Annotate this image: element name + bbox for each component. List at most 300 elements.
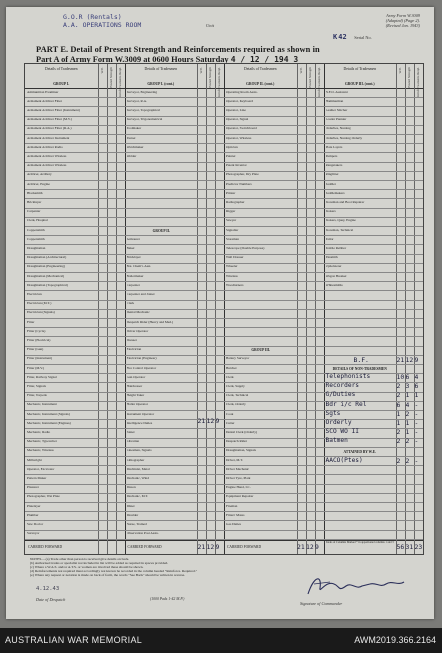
despatch-date-pencil: 4.12.43	[36, 586, 60, 592]
row-divider	[324, 364, 424, 365]
row-divider	[224, 217, 324, 218]
trade-name: Ammunition Examiner	[27, 90, 59, 94]
trade-name: Storeman, Technical	[325, 228, 354, 232]
row-divider	[25, 539, 125, 540]
row-divider	[25, 272, 125, 273]
note-line: (e) Where any request or notation is made on back of form, the words "See Back" should be written in reverse.	[30, 573, 185, 578]
non-tradesman-values: 6	[396, 400, 401, 409]
trade-name: Hammerman	[325, 99, 344, 103]
row-divider	[125, 346, 225, 347]
trade-name: Driver, M.T.	[226, 458, 243, 462]
trade-name: Whitesmiths	[325, 283, 343, 287]
non-tradesman-values: 2	[396, 391, 401, 400]
number-column-header: W.E.	[298, 67, 303, 74]
column-header: Details of Tradesmen	[244, 67, 277, 71]
row-divider	[224, 300, 324, 301]
row-divider	[224, 152, 324, 153]
stamp-line-2: A.A. OPERATIONS ROOM	[63, 21, 142, 29]
trade-name: Artificer, Engine	[27, 182, 50, 186]
trade-name: Joiner	[126, 430, 135, 434]
trade-name: Plate Layers	[325, 145, 343, 149]
row-divider	[125, 318, 225, 319]
row-divider	[125, 189, 225, 190]
non-tradesman-values: 6	[414, 382, 419, 391]
unit-stamp	[63, 13, 141, 29]
row-divider	[324, 143, 424, 144]
row-divider	[125, 428, 225, 429]
row-divider	[324, 484, 424, 485]
row-divider	[224, 226, 324, 227]
row-divider	[25, 208, 125, 209]
bf-values: 21	[396, 356, 405, 364]
trade-name: Gun Operator	[126, 375, 146, 379]
row-divider	[25, 438, 125, 439]
row-divider	[224, 401, 324, 402]
row-divider	[25, 401, 125, 402]
row-divider	[125, 474, 225, 475]
bf-label: B.F.	[353, 356, 369, 364]
row-divider	[125, 217, 225, 218]
row-divider	[224, 244, 324, 245]
attained-values: 2	[405, 456, 410, 465]
trade-name: Carpenter and Joiner	[126, 292, 155, 296]
trade-name: Dental Mechanic	[126, 311, 150, 315]
trade-name: Fire Control Operator	[126, 366, 157, 370]
trade-name: Armament Artificer Instrument	[27, 136, 70, 140]
trade-name: Clerk	[226, 375, 234, 379]
trade-name: Photographer, Dry Plate	[226, 173, 259, 177]
row-divider	[125, 401, 225, 402]
group-ii-subtotal: 21	[197, 417, 206, 425]
title-line-2-text: Part A of Army Form W.3009 at 0600 Hours Saturday	[36, 55, 229, 64]
row-divider	[224, 116, 324, 117]
row-divider	[125, 116, 225, 117]
row-divider	[25, 336, 125, 337]
row-divider	[25, 419, 125, 420]
trade-name: Fitter (M.V.)	[27, 366, 45, 370]
trade-name: Cutter	[226, 421, 235, 425]
row-divider	[125, 364, 225, 365]
attained-values: 2	[396, 456, 401, 465]
attained-label: ATTAINED BY W.E.	[343, 449, 376, 454]
trade-name: Sawyer	[226, 219, 237, 223]
row-divider	[25, 254, 125, 255]
grand-total-label: Totals of Columns Marked * in apportioned columns 1 and 3	[325, 541, 394, 544]
row-divider	[224, 309, 324, 310]
trade-name: Watchmaker	[126, 145, 144, 149]
row-divider	[324, 346, 424, 347]
trade-name: Platelayer	[27, 504, 41, 508]
row-divider	[324, 198, 424, 199]
row-divider	[324, 134, 424, 135]
row-divider	[224, 539, 324, 540]
print-note: (1000 Pads 1-42 M.P.)	[150, 597, 185, 601]
non-tradesman-values: 3	[405, 382, 410, 391]
row-divider	[125, 465, 225, 466]
row-divider	[324, 493, 424, 494]
row-divider	[25, 465, 125, 466]
form-ref-line: Army Form W.3009	[386, 13, 420, 18]
number-column-header: Reinforce-ments Reqd.	[117, 67, 122, 98]
row-divider	[125, 226, 225, 227]
trade-name: Operator, Excavator	[27, 467, 55, 471]
row-divider	[25, 244, 125, 245]
trade-name: Surveyor, Trigonometrical	[126, 118, 163, 122]
trade-name: Mechanic, Instrument (Engines)	[27, 421, 71, 425]
trade-name: Wagon Breaker	[325, 274, 347, 278]
trade-name: Coppersmith	[27, 228, 45, 232]
despatch-label: Date of Despatch	[36, 597, 66, 602]
row-divider	[324, 318, 424, 319]
attained-values: -	[414, 456, 419, 465]
row-divider	[125, 254, 225, 255]
trade-name: Rangetakers	[325, 164, 343, 168]
trade-name: Carpenter	[126, 283, 140, 287]
trade-name: Surveyor, Engineering	[126, 90, 158, 94]
trade-name: Armament Artificer Wireless	[27, 154, 67, 158]
trade-name: Optician	[226, 145, 238, 149]
row-divider	[25, 364, 125, 365]
trade-name: Dental Clerk (Orderly)	[226, 430, 258, 434]
trade-name: Mechanic, Wind	[126, 476, 149, 480]
report-date: 4 / 12 / 194 3	[230, 55, 299, 64]
row-divider	[125, 134, 225, 135]
col3-carried-forward-total: 12	[306, 543, 314, 551]
row-divider	[324, 226, 424, 227]
trade-name: Radiographer	[226, 200, 245, 204]
row-divider	[224, 318, 324, 319]
row-divider	[324, 539, 424, 540]
non-tradesman-values: 4	[414, 373, 419, 381]
non-tradesman-values: 2	[396, 382, 401, 391]
trade-name: Armament Artificer Wireless	[27, 164, 67, 168]
unit-label: Unit	[206, 23, 215, 28]
trade-name: Draughtsman	[27, 246, 46, 250]
trade-name: Turner	[126, 136, 136, 140]
row-divider	[125, 180, 225, 181]
row-divider	[125, 152, 225, 153]
row-divider	[25, 355, 125, 356]
number-column-header: Posted Strength	[407, 67, 411, 88]
commander-signature	[300, 570, 410, 600]
number-column-header: Reinforce-ments Reqd.	[416, 67, 420, 98]
row-divider	[125, 410, 225, 411]
trade-name: Fitter (Cycle)	[27, 329, 46, 333]
trade-name: Fitters' Mates	[226, 513, 245, 517]
trade-name: Telescope (Double Purpose)	[226, 246, 265, 250]
trade-name: Mechanic, Wireless	[27, 449, 54, 453]
row-divider	[224, 208, 324, 209]
number-column-header: Posted Strength	[108, 67, 113, 88]
trade-name: Armourer	[126, 237, 140, 241]
trade-name: Bot. Chem'r. Asst.	[126, 265, 152, 269]
non-tradesman-values: 2	[396, 428, 401, 437]
trade-name: Photographer, Wet Plate	[27, 495, 60, 499]
row-divider	[324, 300, 424, 301]
row-divider	[324, 152, 424, 153]
archive-name: AUSTRALIAN WAR MEMORIAL	[5, 635, 143, 645]
row-divider	[224, 272, 324, 273]
row-divider	[224, 162, 324, 163]
trade-name: Mechanic, Typewriter	[27, 440, 57, 444]
row-divider	[125, 327, 225, 328]
trade-name: Storeman	[226, 237, 239, 241]
row-divider	[125, 382, 225, 383]
serial-label: Serial No.	[354, 35, 372, 40]
row-divider	[125, 244, 225, 245]
trade-name: Storeman and Boot Repairer	[325, 200, 365, 204]
row-divider	[125, 373, 225, 374]
trade-name: Fitter, Railway Signal	[27, 375, 57, 379]
trade-name: Armament Artificer Fitter (M.V.)	[27, 118, 72, 122]
non-tradesman-values: 1	[405, 428, 410, 437]
trade-name: Operator, Signal	[226, 118, 249, 122]
col2-carried-forward-total: 12	[206, 543, 215, 551]
row-divider	[224, 364, 324, 365]
row-divider	[324, 263, 424, 264]
non-tradesman-values: 1	[405, 419, 410, 427]
note-line: (b) Authorised trades or specialist not included in list will be added as required in spaces provided.	[30, 561, 169, 566]
row-divider	[224, 456, 324, 457]
trade-name: Painter	[226, 154, 236, 158]
group-ii-subtotal: 12	[206, 417, 215, 425]
archive-footer	[0, 628, 442, 653]
number-column-header: W.E.	[199, 67, 203, 74]
trade-name: Baker	[126, 246, 135, 250]
trade-name: Mason	[126, 486, 136, 490]
non-tradesman-values: 6	[405, 373, 410, 381]
bf-values: 12	[405, 356, 414, 364]
form-notes	[30, 557, 197, 577]
row-divider	[125, 162, 225, 163]
row-divider	[25, 428, 125, 429]
row-divider	[25, 474, 125, 475]
group-label: GROUP II.	[152, 228, 170, 233]
row-divider	[25, 198, 125, 199]
trade-name: Clerk, Technical	[226, 394, 249, 398]
group-label: GROUP III.	[251, 348, 271, 353]
trade-name: Engine Hand, I.C.	[226, 486, 251, 490]
trade-name: Bricklayer	[27, 200, 42, 204]
row-divider	[324, 208, 424, 209]
group-label: GROUP I.	[53, 82, 70, 86]
attained-name: AACO(Ptes)	[325, 456, 363, 464]
row-divider	[125, 447, 225, 448]
trade-name: Driver Operator	[126, 329, 149, 333]
trade-name: Fitter (Instrument)	[27, 357, 53, 361]
row-divider	[224, 530, 324, 531]
trade-name: Carpenter	[27, 210, 41, 214]
stamp-line-1: G.O.R (Rentals)	[63, 13, 122, 21]
row-divider	[125, 493, 225, 494]
row-divider	[324, 502, 424, 503]
trade-name: Predictor Numbers	[226, 182, 252, 186]
trade-name: Lithographer	[126, 458, 145, 462]
signature-label: Signature of Commander	[300, 601, 343, 606]
row-divider	[25, 410, 125, 411]
non-tradesman-name: G/Duties	[325, 391, 356, 399]
row-divider	[25, 327, 125, 328]
trade-name: Operating Room Assis.	[226, 90, 258, 94]
trade-name: Plumber	[27, 513, 39, 517]
trade-name: Linesman, Signals	[126, 449, 152, 453]
trade-name: Fitter, Signals	[27, 384, 46, 388]
row-divider	[25, 511, 125, 512]
row-divider	[125, 300, 225, 301]
row-divider	[25, 125, 125, 126]
non-tradesman-values: -	[414, 419, 419, 427]
row-divider	[125, 520, 225, 521]
group-label: GROUP I. (cont.)	[147, 82, 175, 86]
trade-name: Armament Artificer Fitter (Instrument)	[27, 108, 80, 112]
non-tradesman-values: 2	[396, 437, 401, 446]
grand-total: 23	[414, 543, 423, 551]
row-divider	[125, 355, 225, 356]
row-divider	[25, 484, 125, 485]
number-column-header: Reinforce-ments Reqd.	[217, 67, 221, 98]
trade-name: Patent Inventor	[226, 164, 247, 168]
non-tradesman-values: -	[414, 428, 419, 437]
row-divider	[25, 373, 125, 374]
row-divider	[125, 309, 225, 310]
non-tradesman-name: SCO WO II	[325, 428, 360, 436]
row-divider	[125, 272, 225, 273]
row-divider	[25, 309, 125, 310]
form-title-line-1: PART E. Detail of Present Strength and Reinforcements required as shown in	[36, 45, 320, 54]
row-divider	[324, 235, 424, 236]
non-tradesman-values: 2	[405, 437, 410, 446]
row-divider	[224, 465, 324, 466]
number-column-header: Posted Strength	[208, 67, 212, 88]
group-ii-subtotal: 9	[215, 417, 220, 425]
trade-name: Bricklayer	[126, 256, 141, 260]
trade-name: Despatch Rider	[226, 440, 247, 444]
carried-forward-label: CARRIED FORWARD	[227, 545, 262, 549]
row-divider	[224, 502, 324, 503]
number-column-header: W.E.	[398, 67, 402, 74]
trade-name: Mechanic, Instrument	[27, 403, 57, 407]
trade-name: Rigger	[226, 210, 236, 214]
row-divider	[25, 171, 125, 172]
trade-name: Armament Artificer Radio	[27, 145, 63, 149]
trade-name: Toolmaker	[126, 127, 142, 131]
row-divider	[324, 244, 424, 245]
row-divider	[224, 198, 324, 199]
col2-carried-forward-total: 9	[215, 543, 220, 551]
non-tradesman-values: -	[414, 437, 419, 446]
trade-name: Blacksmith	[27, 191, 43, 195]
trade-name: Welder	[126, 154, 137, 158]
trade-name: Electrician (Signals)	[27, 311, 55, 315]
column-header: Details of Tradesmen	[144, 67, 177, 71]
row-divider	[324, 171, 424, 172]
row-divider	[125, 336, 225, 337]
row-divider	[125, 290, 225, 291]
trade-name: Fitter, Torpedo	[27, 394, 48, 398]
row-divider	[324, 511, 424, 512]
row-divider	[25, 456, 125, 457]
trade-name: Loader Pannier	[325, 118, 347, 122]
trade-name: Librarian	[126, 440, 140, 444]
row-divider	[224, 97, 324, 98]
carried-forward-label: CARRIED FORWARD	[28, 545, 63, 549]
trade-name: Draughtsman (Mechanical)	[27, 274, 65, 278]
trade-name: Coppersmith	[27, 237, 45, 241]
trade-name: Draughtsman (Topographical)	[27, 283, 68, 287]
row-divider	[324, 162, 424, 163]
trade-name: Saw Doctor	[27, 522, 44, 526]
row-divider	[224, 134, 324, 135]
trade-name: Ringfitter	[325, 173, 339, 177]
non-tradesman-name: Batmen	[325, 437, 348, 445]
non-tradesman-values: -	[414, 409, 419, 418]
trade-name: Driver Tyre, Plant	[226, 476, 251, 480]
grand-total: 56	[396, 543, 405, 551]
row-divider	[324, 254, 424, 255]
col3-carried-forward-total: 21	[297, 543, 305, 551]
trade-name: Armament Artificer Fitter (R.A.)	[27, 127, 72, 131]
row-divider	[25, 447, 125, 448]
non-tradesman-values: 1	[405, 391, 410, 400]
row-divider	[125, 171, 225, 172]
row-divider	[125, 511, 225, 512]
row-divider	[324, 336, 424, 337]
serial-number	[333, 33, 372, 41]
trade-name: Driver Mechanic	[226, 467, 250, 471]
column-header: Details of Tradesmen	[45, 67, 78, 71]
trade-name: Instrument Operator	[126, 412, 155, 416]
trade-name: Wireless	[226, 274, 238, 278]
non-tradesman-values: 1	[396, 419, 401, 427]
trade-name: Machinist, Metal	[126, 467, 150, 471]
trade-name: Operator, Switchboard	[226, 127, 257, 131]
trade-name: Plasterer	[27, 486, 39, 490]
row-divider	[125, 502, 225, 503]
row-divider	[125, 484, 225, 485]
trade-name: N.F.O. Assistant	[325, 90, 348, 94]
number-column-header: Posted Strength	[307, 67, 312, 88]
row-divider	[224, 428, 324, 429]
row-divider	[224, 474, 324, 475]
row-divider	[224, 419, 324, 420]
trade-name: Electrician (Engineer)	[126, 357, 157, 361]
trade-name: Dresser	[126, 338, 137, 342]
row-divider	[25, 346, 125, 347]
non-tradesmen-label: DETAILS OF NON-TRADESMEN	[332, 367, 387, 371]
trade-name: Nurse, Trained	[126, 522, 147, 526]
non-tradesman-values: 1	[396, 409, 401, 418]
row-divider	[324, 180, 424, 181]
trade-name: Artificer, Artillery	[27, 173, 52, 177]
row-divider	[324, 116, 424, 117]
trade-name: Wall Dresser	[226, 256, 244, 260]
row-divider	[125, 263, 225, 264]
bf-values: 9	[414, 356, 419, 364]
row-divider	[25, 97, 125, 98]
row-divider	[224, 290, 324, 291]
serial-value: 42	[338, 33, 347, 41]
trade-name: Saddlemakers	[325, 191, 345, 195]
non-tradesman-name: Sgts	[325, 409, 341, 417]
row-divider	[324, 106, 424, 107]
trade-name: Stokers	[325, 210, 336, 214]
row-divider	[324, 189, 424, 190]
row-divider	[25, 290, 125, 291]
trade-name: Clerk	[126, 302, 135, 306]
row-divider	[224, 382, 324, 383]
col3-carried-forward-total: 9	[315, 543, 319, 551]
row-divider	[25, 281, 125, 282]
